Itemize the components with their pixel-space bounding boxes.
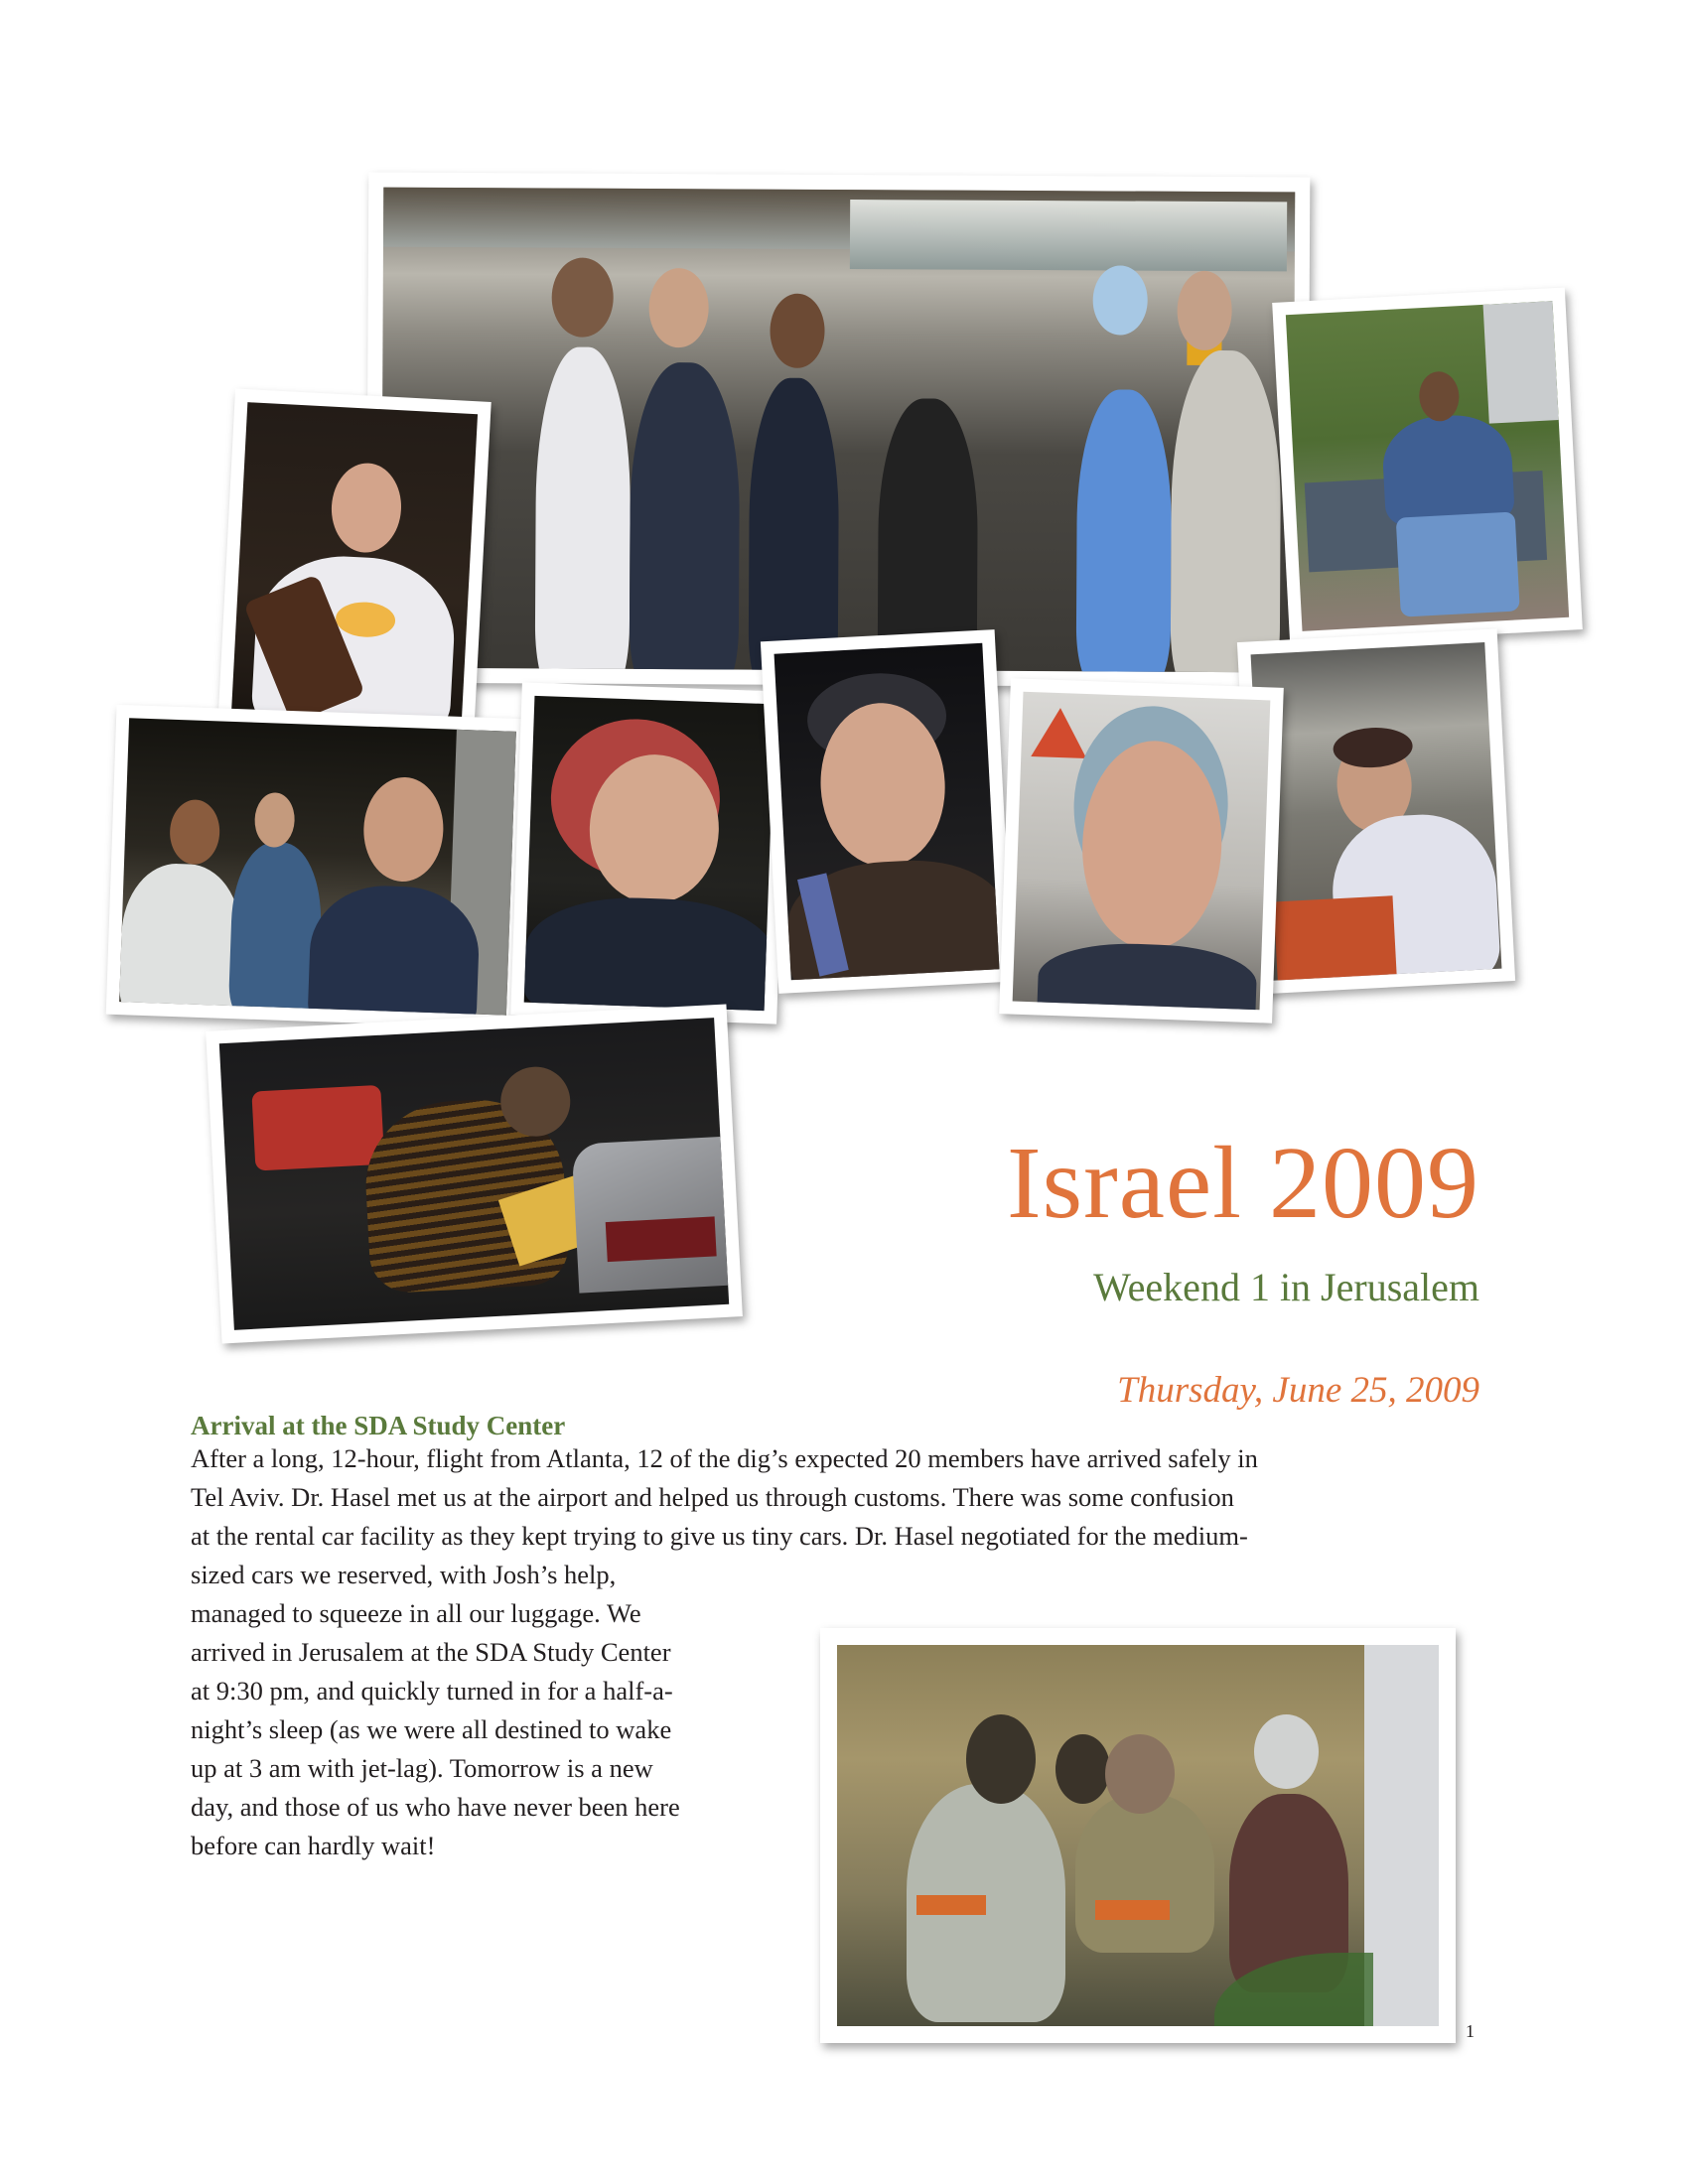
- rental-counter-photo: [820, 1628, 1456, 2043]
- bench-photo: [1272, 288, 1583, 645]
- body-line: at the rental car facility as they kept trying to give us tiny cars. Dr. Hasel negotiated for the medium-: [191, 1521, 1248, 1551]
- young-man-photo: [761, 629, 1013, 994]
- body-line: up at 3 am with jet-lag). Tomorrow is a new: [191, 1753, 653, 1783]
- body-line: day, and those of us who have never been here: [191, 1792, 680, 1822]
- car-trunk-photo: [206, 1004, 743, 1343]
- page-subtitle: Weekend 1 in Jerusalem: [1093, 1265, 1479, 1309]
- section-heading: Arrival at the SDA Study Center: [191, 1411, 566, 1440]
- body-line: managed to squeeze in all our luggage. We: [191, 1598, 641, 1628]
- body-line: Tel Aviv. Dr. Hasel met us at the airport and helped us through customs. There was some confusion: [191, 1482, 1234, 1512]
- group-camera-photo: [106, 705, 530, 1028]
- kiss-face-photo: [999, 678, 1284, 1023]
- article-body-column: [191, 1556, 680, 1865]
- body-line: at 9:30 pm, and quickly turned in for a half-a-: [191, 1676, 673, 1706]
- red-hood-photo: [510, 682, 788, 1024]
- entry-date: Thursday, June 25, 2009: [1117, 1370, 1479, 1411]
- article-body-full-width: [191, 1439, 1258, 1556]
- body-line: arrived in Jerusalem at the SDA Study Center: [191, 1637, 671, 1667]
- airport-group-photo: [366, 173, 1311, 688]
- page-number: 1: [1466, 2021, 1475, 2041]
- body-line: before can hardly wait!: [191, 1831, 436, 1860]
- hard-rock-shirt-photo: [217, 388, 491, 739]
- page-title: Israel 2009: [1007, 1126, 1479, 1240]
- body-line: After a long, 12-hour, flight from Atlanta, 12 of the dig’s expected 20 members have arrived safely in: [191, 1443, 1258, 1473]
- body-line: night’s sleep (as we were all destined to wake: [191, 1714, 672, 1744]
- body-line: sized cars we reserved, with Josh’s help,: [191, 1560, 617, 1589]
